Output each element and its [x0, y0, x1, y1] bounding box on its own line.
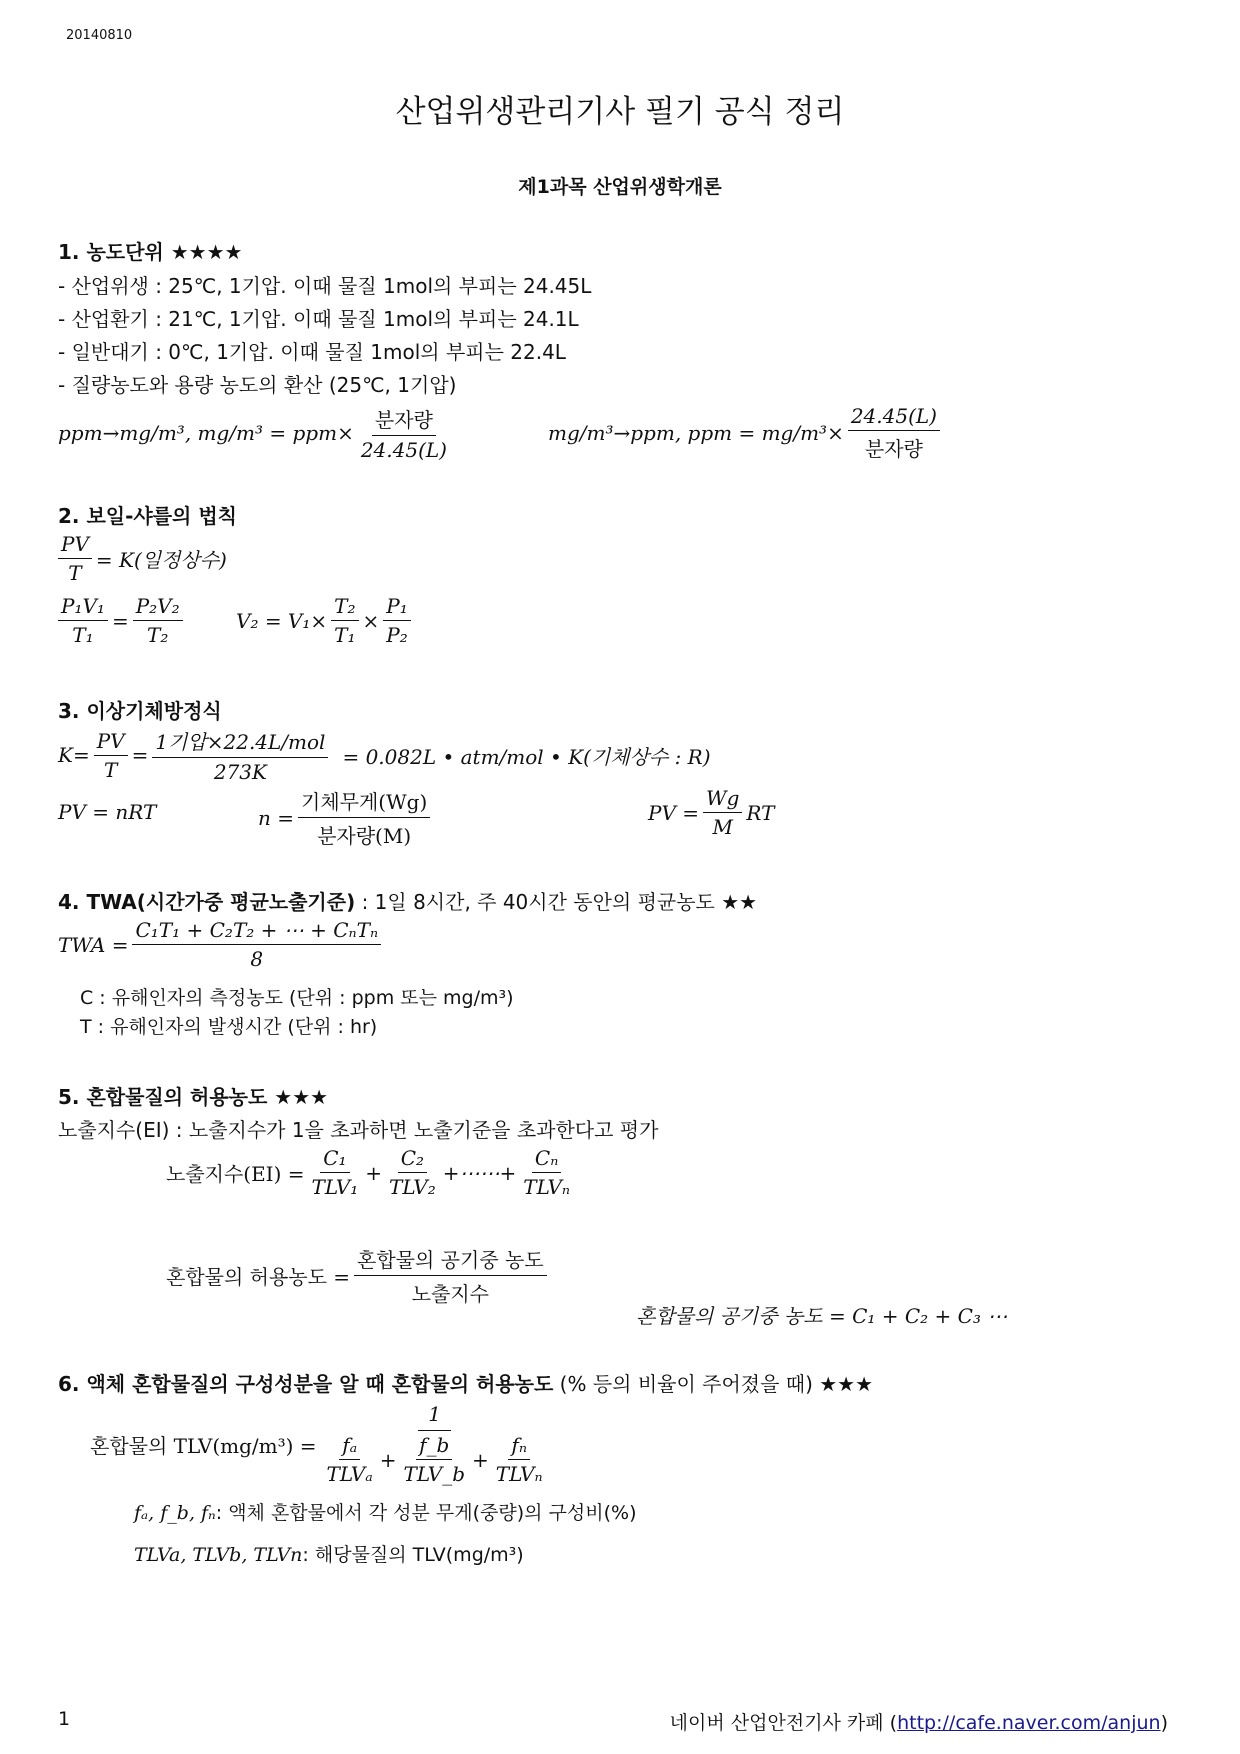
fraction-denominator: 분자량(M) [317, 824, 412, 848]
fraction-numerator: 24.45(L) [848, 404, 940, 431]
fraction-numerator: Cₙ [532, 1146, 561, 1173]
times-sign: × [362, 608, 380, 633]
formula-left: mg/m³→ppm, ppm = mg/m³× [548, 421, 844, 445]
formula-left: TWA = [58, 932, 129, 957]
fraction-numerator: C₁T₁ + C₂T₂ + ⋯ + CₙTₙ [132, 918, 381, 945]
fraction-denominator: P₂ [386, 623, 408, 647]
fraction-denominator: T [103, 757, 118, 782]
fraction-numerator: 1 [418, 1402, 451, 1431]
page-title: 산업위생관리기사 필기 공식 정리 [395, 94, 845, 130]
section-1-heading: 1. 농도단위 ★★★★ [58, 240, 243, 264]
formula-pv-nrt: PV = nRT [58, 800, 157, 824]
fraction-denominator: TLVₐ [326, 1462, 373, 1486]
formula-left: V₂ = V₁× [236, 608, 328, 633]
fraction-numerator: fₐ [339, 1433, 360, 1460]
note-fraction-composition [134, 1498, 636, 1525]
formula-v2 [236, 594, 415, 647]
fraction-denominator: T₁ [72, 623, 94, 647]
fraction-numerator: PV [94, 729, 128, 756]
fraction-denominator: TLV₁ [311, 1175, 359, 1199]
formula-left: PV = [648, 800, 700, 825]
section-4-heading [58, 886, 757, 915]
formula-pv-wg [648, 786, 774, 839]
note-symbols: TLVa, TLVb, TLVn [134, 1544, 303, 1566]
fraction-denominator: TLVₙ [523, 1175, 571, 1199]
formula-right: = K(일정상수) [95, 548, 227, 572]
twa-c-definition: C : 유해인자의 측정농도 (단위 : ppm 또는 mg/m³) [80, 987, 514, 1009]
fraction-denominator: 273K [213, 760, 267, 784]
formula-left: K= [58, 743, 90, 767]
note-text: : 액체 혼합물에서 각 성분 무게(중량)의 구성비(%) [215, 1502, 637, 1524]
fraction-denominator: 노출지수 [411, 1282, 489, 1306]
fraction-denominator: M [712, 815, 733, 839]
fraction-numerator: P₂V₂ [133, 594, 183, 621]
page-number: 1 [58, 1708, 71, 1730]
formula-n [258, 786, 434, 849]
note-text: : 해당물질의 TLV(mg/m³) [302, 1544, 524, 1566]
equals-sign: = [111, 608, 129, 633]
note-tlv-values [134, 1540, 524, 1567]
fraction-numerator: Wg [703, 786, 742, 813]
formula-right: = 0.082L • atm/mol • K(기체상수 : R) [342, 744, 711, 769]
section-5-heading: 5. 혼합물질의 허용농도 ★★★ [58, 1085, 329, 1109]
s1-line-1: - 산업위생 : 25℃, 1기압. 이때 물질 1mol의 부피는 24.45L [58, 274, 592, 298]
fraction-numerator: PV [58, 532, 92, 559]
section-6-heading [58, 1368, 873, 1397]
fraction-denominator: 8 [250, 947, 264, 971]
formula-left: 노출지수(EI) = [166, 1162, 305, 1186]
fraction-denominator: TLVₙ [495, 1462, 543, 1486]
document-date: 20140810 [66, 28, 133, 43]
formula-mgm3-to-ppm [548, 404, 944, 462]
fraction-denominator: T₂ [146, 623, 169, 647]
fraction-denominator: TLV_b [403, 1462, 466, 1486]
formula-exposure-index [166, 1146, 577, 1199]
section-6-desc: (% 등의 비율이 주어졌을 때) ★★★ [553, 1372, 874, 1396]
formula-allowable-concentration [166, 1244, 551, 1307]
formula-left: 혼합물의 TLV(mg/m³) = [90, 1433, 317, 1458]
formula-left: n = [258, 805, 294, 830]
fraction-numerator: P₁ [383, 594, 410, 621]
fraction-numerator: 기체무게(Wg) [298, 786, 430, 818]
fraction-numerator: C₂ [398, 1146, 427, 1173]
fraction-denominator: T [68, 561, 82, 585]
fraction-denominator: T₁ [334, 623, 356, 647]
fraction-numerator: 분자량 [372, 404, 436, 436]
fraction-numerator: 1기압×22.4L/mol [152, 726, 328, 758]
fraction-denominator: 24.45(L) [360, 438, 447, 462]
equals-sign: = [131, 743, 149, 767]
s1-line-4: - 질량농도와 용량 농도의 환산 (25℃, 1기압) [58, 373, 457, 397]
fraction-numerator: P₁V₁ [58, 594, 108, 621]
plus-sign: + [365, 1160, 382, 1185]
section-3-heading: 3. 이상기체방정식 [58, 699, 222, 723]
formula-twa [58, 918, 385, 971]
s1-line-3: - 일반대기 : 0℃, 1기압. 이때 물질 1mol의 부피는 22.4L [58, 340, 566, 364]
footer [670, 1708, 1168, 1735]
section-6-title: 6. 액체 혼합물질의 구성성분을 알 때 혼합물의 허용농도 [58, 1372, 554, 1396]
formula-ppm-to-mgm3 [58, 404, 454, 462]
footer-close: ) [1160, 1712, 1168, 1734]
ellipsis: +⋯⋯+ [442, 1160, 517, 1185]
formula-mixture-tlv [90, 1402, 553, 1486]
fraction-numerator: fₙ [508, 1433, 530, 1460]
section-2-heading: 2. 보일-샤를의 법칙 [58, 504, 237, 528]
cafe-link[interactable]: http://cafe.naver.com/anjun [897, 1712, 1161, 1734]
formula-left: 혼합물의 허용농도 = [166, 1265, 351, 1289]
fraction-numerator: T₂ [331, 594, 358, 621]
formula-right: RT [746, 800, 775, 825]
twa-t-definition: T : 유해인자의 발생시간 (단위 : hr) [80, 1016, 378, 1038]
plus-sign: + [472, 1447, 489, 1472]
fraction-numerator: C₁ [320, 1146, 349, 1173]
fraction-denominator [321, 1431, 549, 1486]
formula-gas-constant [58, 726, 711, 784]
section-4-desc: : 1일 8시간, 주 40시간 동안의 평균농도 ★★ [355, 890, 758, 914]
note-symbols: fₐ, f_b, fₙ [134, 1502, 216, 1524]
fraction-denominator: TLV₂ [389, 1175, 436, 1199]
fraction-numerator: f_b [416, 1433, 452, 1460]
plus-sign: + [379, 1447, 397, 1472]
fraction-denominator: 분자량 [864, 437, 923, 461]
footer-text: 네이버 산업안전기사 카페 ( [669, 1712, 898, 1734]
formula-pv-over-t [58, 532, 227, 585]
s1-line-2: - 산업환기 : 21℃, 1기압. 이때 물질 1mol의 부피는 24.1L [58, 307, 579, 331]
fraction-numerator: 혼합물의 공기중 농도 [354, 1244, 547, 1276]
formula-boyle-charles [58, 594, 187, 647]
formula-air-concentration: 혼합물의 공기중 농도 = C₁ + C₂ + C₃ ⋯ [636, 1304, 1008, 1328]
subject-title: 제1과목 산업위생학개론 [518, 176, 722, 198]
section-4-title: 4. TWA(시간가중 평균노출기준) [58, 890, 356, 914]
exposure-index-intro: 노출지수(EI) : 노출지수가 1을 초과하면 노출기준을 초과한다고 평가 [58, 1118, 659, 1142]
formula-left: ppm→mg/m³, mg/m³ = ppm× [58, 421, 354, 445]
